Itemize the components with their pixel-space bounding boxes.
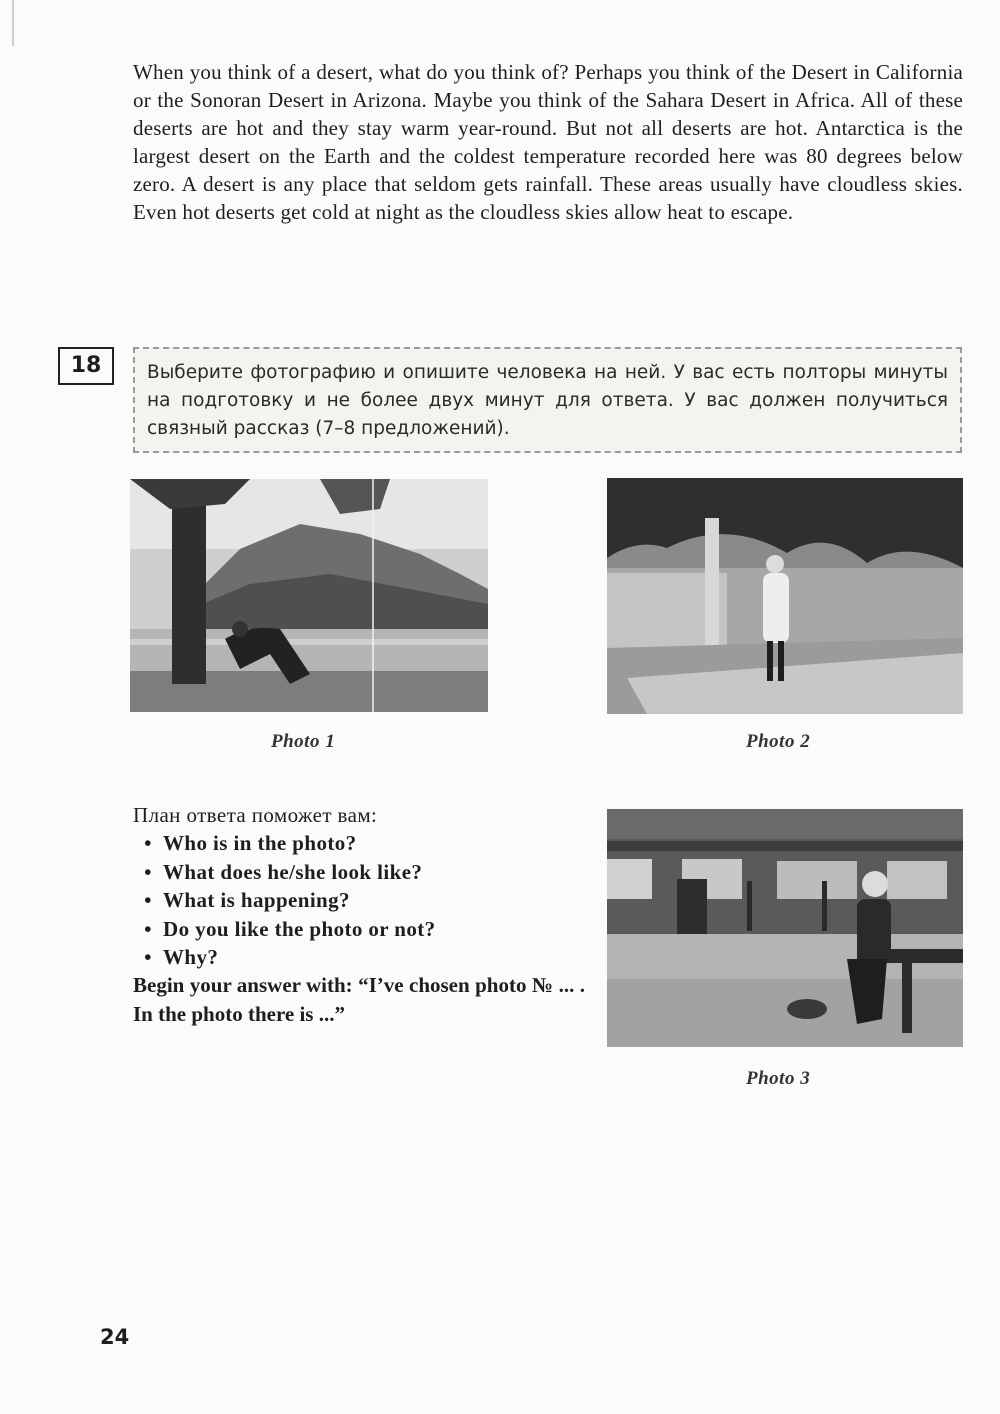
photo-2-image xyxy=(607,478,963,714)
plan-item: • Who is in the photo? xyxy=(133,829,585,857)
task-number-box: 18 xyxy=(58,347,114,385)
bullet-icon: • xyxy=(144,859,152,884)
photo-1-image xyxy=(130,479,488,712)
plan-item: • What is happening? xyxy=(133,886,585,914)
scan-margin-mark xyxy=(12,0,14,46)
plan-item: • What does he/she look like? xyxy=(133,858,585,886)
answer-plan xyxy=(133,801,585,1028)
photo-3-image xyxy=(607,809,963,1047)
photo-3-caption: Photo 3 xyxy=(746,1068,811,1089)
reading-passage: When you think of a desert, what do you think of? Perhaps you think of the Desert in California or the Sonoran Desert in Arizona. Maybe you think of the Sahara Desert in Africa. All of these deserts are hot and they stay warm year-round. But not all deserts are hot. Antarctica is the largest desert on the Earth and the coldest temperature recorded here was 80 degrees below zero. A desert is any place that seldom gets rainfall. These areas usually have cloudless skies. Even hot deserts get cold at night as the cloudless skies allow heat to escape. xyxy=(133,60,963,225)
photo-1-caption: Photo 1 xyxy=(271,731,336,752)
photo-2-caption: Photo 2 xyxy=(746,731,811,752)
plan-item: • Why? xyxy=(133,943,585,971)
answer-plan-intro: План ответа поможет вам: xyxy=(133,803,378,827)
bullet-icon: • xyxy=(144,945,152,970)
bullet-icon: • xyxy=(144,831,152,856)
bullet-icon: • xyxy=(144,888,152,913)
page-number: 24 xyxy=(100,1325,130,1349)
answer-start-instruction: Begin your answer with: “I’ve chosen photo № ... . In the photo there is ...” xyxy=(133,973,585,1026)
plan-item: • Do you like the photo or not? xyxy=(133,915,585,943)
task-instruction-box: Выберите фотографию и опишите человека на ней. У вас есть полторы минуты на подготовку и не более двух минут для ответа. У вас должен получиться связный рассказ (7–8 предложений). xyxy=(133,347,962,453)
bullet-icon: • xyxy=(144,916,152,941)
answer-plan-list xyxy=(133,829,585,971)
